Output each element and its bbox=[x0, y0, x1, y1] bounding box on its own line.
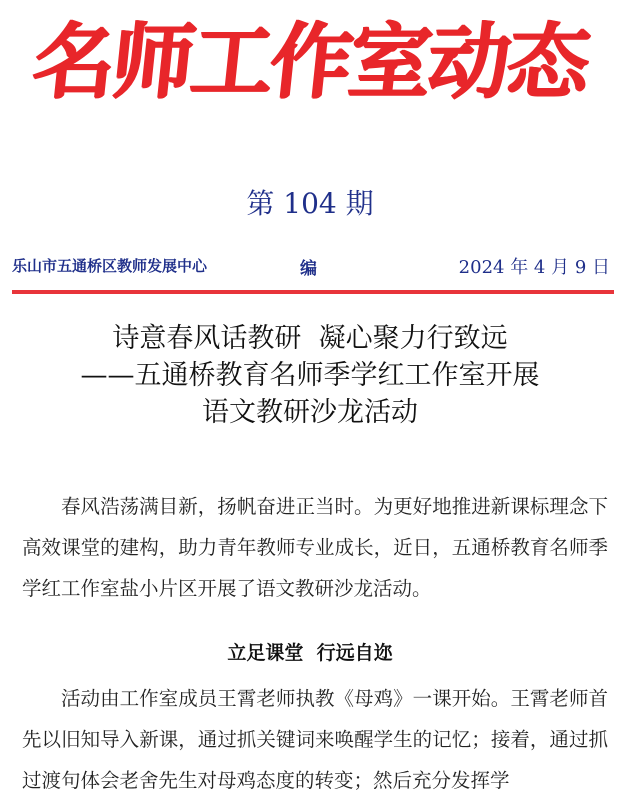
article-title bbox=[0, 320, 620, 431]
organization-name: 乐山市五通桥区教师发展中心 bbox=[12, 257, 208, 275]
article-title-line-2: ——五通桥教育名师季学红工作室开展 bbox=[80, 360, 540, 391]
masthead-title: 名师工作室动态 bbox=[28, 15, 592, 110]
article-title-line-1: 诗意春风话教研 凝心聚力行致远 bbox=[112, 323, 508, 354]
intro-paragraph: 春风浩荡满目新，扬帆奋进正当时。为更好地推进新课标理念下高效课堂的建构，助力青年教师专业成长，近日，五通桥教育名师季学红工作室盐小片区开展了语文教研沙龙活动。 bbox=[22, 495, 608, 600]
header-divider bbox=[12, 290, 614, 294]
edit-label: 编 bbox=[300, 259, 317, 279]
publish-date: 2024 年 4 月 9 日 bbox=[458, 257, 610, 278]
article-title-line-3: 语文教研沙龙活动 bbox=[202, 397, 418, 428]
section-paragraph: 活动由工作室成员王霄老师执教《母鸡》一课开始。王霄老师首先以旧知导入新课，通过抓关键词来唤醒学生的记忆；接着，通过抓过渡句体会老舍先生对母鸡态度的转变；然后充分发挥学 bbox=[22, 687, 608, 792]
section-heading: 立足课堂 行远自迩 bbox=[227, 642, 393, 664]
issue-number: 第 104 期 bbox=[246, 187, 374, 220]
